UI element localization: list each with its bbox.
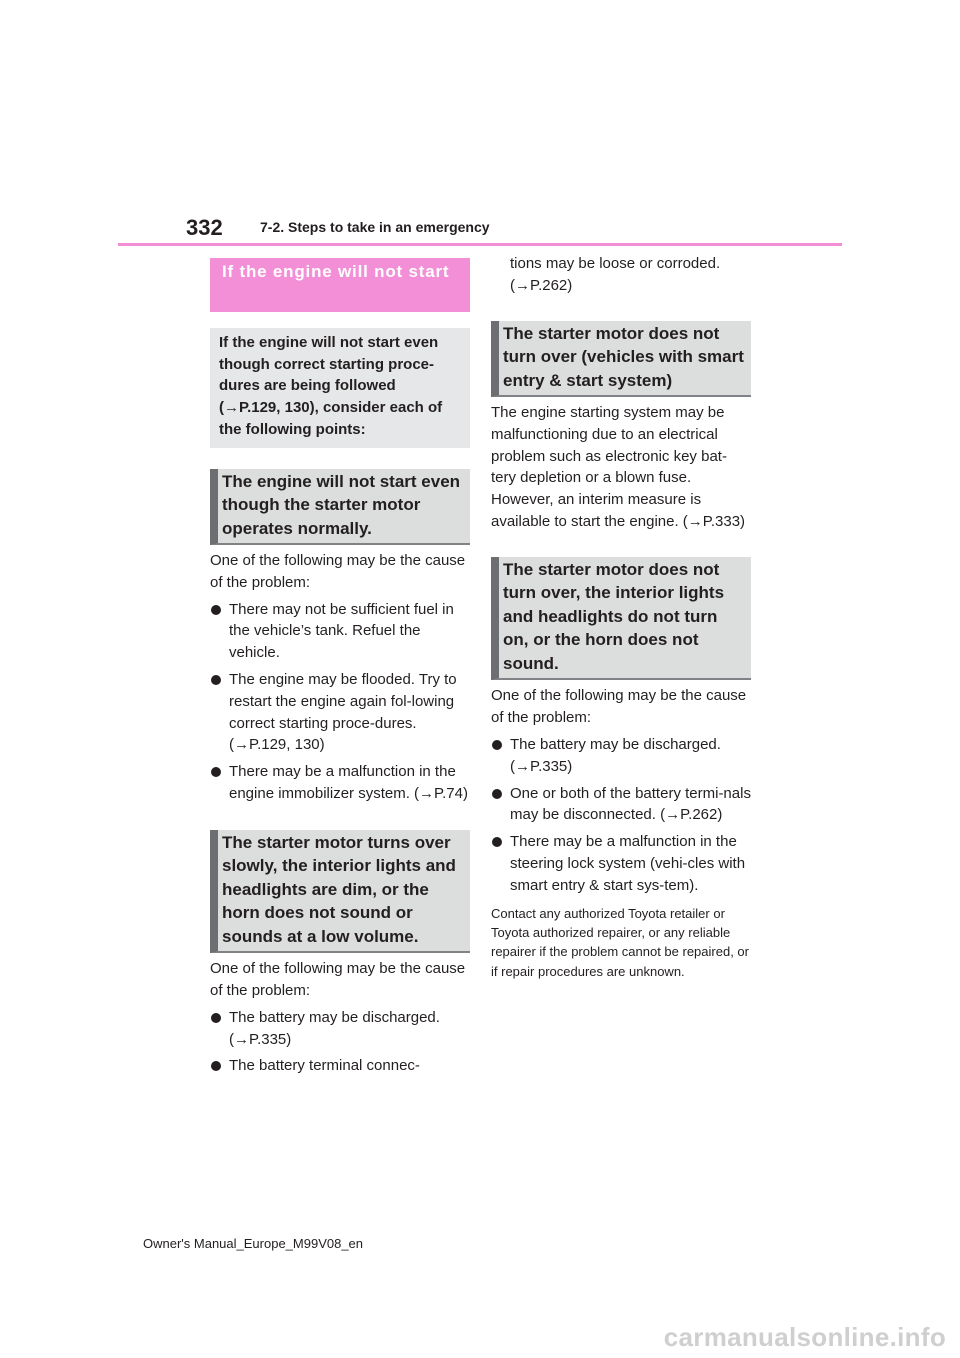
section-lead: One of the following may be the cause of the problem: [210, 960, 466, 1000]
section-title: 7-2. Steps to take in an emergency [260, 219, 490, 235]
list-item: One or both of the battery termi-nals may be disconnected. (→P.262) [491, 783, 751, 827]
section-heading-normal-starter: The engine will not start even though the starter motor operates normally. [210, 469, 470, 546]
section-body: The engine starting system may be malfunctioning due to an electrical problem such as electronic key bat-tery depletion or a blown fuse. However, an interim measure is available to start the engine. (→P.333) [491, 404, 746, 531]
list-item: There may be a malfunction in the engine immobilizer system. (→P.74) [210, 761, 470, 805]
intro-box: If the engine will not start even though correct starting proce-dures are being followed (→P.129, 130), consider each of the following points: [210, 328, 470, 448]
list-item: The battery may be discharged. (→P.335) [210, 1007, 470, 1051]
right-column [491, 253, 751, 981]
contact-note: Contact any authorized Toyota retailer or Toyota authorized repairer, or any reliable repairer if the problem cannot be repaired, or if repair procedures are unknown. [491, 905, 749, 979]
bullet-list [210, 1007, 470, 1077]
continuation-text: tions may be loose or corroded. (→P.262) [510, 255, 721, 294]
list-item: The battery terminal connec- [210, 1055, 470, 1077]
section-heading-no-turn-over: The starter motor does not turn over, the interior lights and headlights do not turn on, or the horn does not sound. [491, 557, 751, 681]
list-item: There may be a malfunction in the steering lock system (vehi-cles with smart entry & start sys-tem). [491, 831, 751, 896]
header-rule [118, 243, 842, 246]
list-item: The battery may be discharged. (→P.335) [491, 734, 751, 778]
section-heading-slow-starter: The starter motor turns over slowly, the interior lights and headlights are dim, or the horn does not sound or sounds at a low volume. [210, 830, 470, 954]
left-column [210, 258, 470, 1077]
section-lead: One of the following may be the cause of the problem: [210, 552, 466, 591]
bullet-list [210, 599, 470, 805]
main-heading: If the engine will not start [210, 258, 470, 312]
page-number: 332 [186, 215, 223, 240]
section-lead: One of the following may be the cause of the problem: [491, 687, 747, 727]
bullet-list [491, 734, 751, 897]
section-heading-smart-entry: The starter motor does not turn over (vehicles with smart entry & start system) [491, 321, 751, 398]
footer-doc-id: Owner's Manual_Europe_M99V08_en [143, 1236, 364, 1251]
list-item: The engine may be flooded. Try to restart the engine again fol-lowing correct starting proce-dures. (→P.129, 130) [210, 669, 470, 756]
watermark-text: carmanualsonline.info [663, 1322, 946, 1352]
list-item: There may not be sufficient fuel in the vehicle’s tank. Refuel the vehicle. [210, 599, 470, 664]
